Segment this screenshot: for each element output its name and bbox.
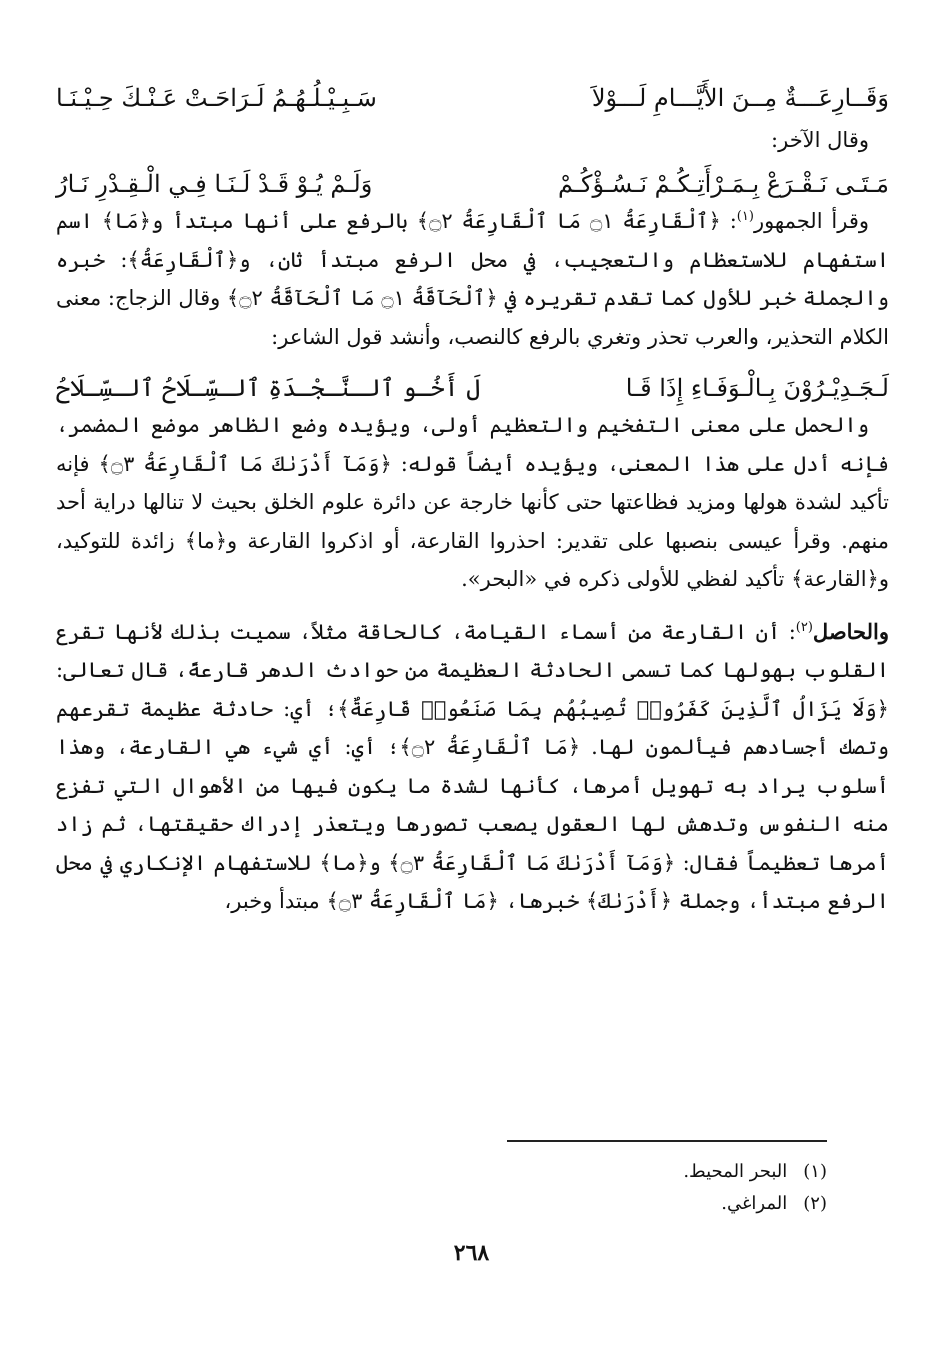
paragraph-interpretation: والحمل على معنى التفخيم والتعظيم أولى، ويؤيده وضع الظاهر موضع المضمر، فإنه أدل على هذا المعنى، ويؤيده أيضاً قوله: ﴿وَمَآ أَدْرَىٰكَ مَا ٱلْقَارِعَةُ ۝٣﴾ فإنه تأكيد لشدة هولها ومزيد فظاعتها حتى كأنها خارجة عن دائرة علوم الخلق بحيث لا تنالها دراية أحد منهم. وقرأ عيسى بنصبها على تقدير: احذروا القارعة، أو اذكروا القارعة و﴿ما﴾ زائدة للتوكيد، و﴿القارعة﴾ تأكيد لفظي للأولى ذكره في «البحر». [56, 413, 889, 591]
footnote-1 [117, 1156, 827, 1188]
verse-1-first-hemistich: وَقَــارِعَـــةٌ مِــنَ الأَيَّـــامِ لَـــوْلاَ [591, 84, 889, 112]
page-number: ٢٦٨ [453, 1240, 490, 1266]
paragraph-1-lead: وقرأ الجمهور [753, 209, 869, 233]
poem-verse-2 [56, 166, 889, 202]
footnotes-section [117, 1140, 827, 1220]
footnote-ref-2: (٢) [795, 619, 813, 635]
footnote-1-number: (١) [803, 1161, 827, 1182]
paragraph-majority-reading [56, 202, 889, 356]
footnote-divider [507, 1140, 827, 1142]
poem-verse-1 [56, 80, 889, 116]
summary-lead-word: والحاصل [812, 618, 889, 644]
footnote-2-number: (٢) [803, 1193, 827, 1214]
verse-3-second-hemistich: لَ أَخُـو ٱلـنَّـجْـدَةِ ٱلـسِّـلَاحُ ٱلـسِّـلَاحُ [56, 374, 481, 402]
footnote-ref-1: (١) [736, 209, 754, 224]
verse-1-second-hemistich: سَـبِـيْـلُـهُـمُ لَـرَاحَـتْ عَـنْـكَ حِـيْـنَـا [56, 84, 377, 112]
paragraph-1-body: : ﴿ٱلْقَارِعَةُ ۝١ مَا ٱلْقَارِعَةُ ۝٢﴾ بالرفع على أنها مبتدأ و﴿مَا﴾ اسم استفهام للاستعظام والتعجيب، في محل الرفع مبتدأ ثان، و﴿ٱلْقَارِعَةُ﴾: خبره والجملة خبر للأول كما تقدم تقريره في ﴿ٱلْحَآقَّةُ ۝١ مَا ٱلْحَآقَّةُ ۝٢﴾ وقال الزجاج: معنى الكلام التحذير، والعرب تحذر وتغري بالرفع كالنصب، وأنشد قول الشاعر: [56, 209, 889, 349]
verse-2-first-hemistich: مَـتَـى نَـقْـرَعْ بِـمَـرْأَتِـكُـمْ نَـسُـؤْكُـمْ [558, 170, 889, 198]
main-text [56, 80, 889, 921]
verse-2-second-hemistich: وَلَـمْ يُـوْ قَـدْ لَـنَـا فِـي الْـقِـدْرِ نَـارُ [56, 170, 373, 198]
paragraph-summary [56, 613, 889, 921]
intro-other-poet: وقال الآخر: [771, 128, 869, 152]
footnote-1-text: البحر المحيط. [683, 1161, 788, 1182]
footnote-2-text: المراغي. [721, 1193, 788, 1214]
poem-verse-3 [56, 370, 889, 406]
footnote-2 [117, 1188, 827, 1220]
verse-3-first-hemistich: لَـجَـدِيْـرُوْنَ بِـالْـوَفَـاءِ إِذَا قَـا [625, 374, 889, 402]
summary-body: : أن القارعة من أسماء القيامة، كالحاقة مثلاً، سميت بذلك لأنها تقرع القلوب بهولها كما تسمى الحادثة العظيمة من حوادث الدهر قارعةً، قال تعالى: ﴿وَلَا يَزَالُ ٱلَّذِينَ كَفَرُوا۟ تُصِيبُهُم بِمَا صَنَعُوا۟ قَارِعَةٌ﴾؛ أي: حادثة عظيمة تقرعهم وتصك أجسادهم فيألمون لها. ﴿مَا ٱلْقَارِعَةُ ۝٢﴾؛ أي: أي شيء هي القارعة، وهذا أسلوب يراد به تهويل أمرها، كأنها لشدة ما يكون فيها من الأهوال التي تفزع منه النفوس وتدهش لها العقول يصعب تصورها ويتعذر إدراك حقيقتها، ثم زاد أمرها تعظيماً فقال: ﴿وَمَآ أَدْرَىٰكَ مَا ٱلْقَارِعَةُ ۝٣﴾ و﴿ما﴾ للاستفهام الإنكاري في محل الرفع مبتدأ، وجملة ﴿أَدْرَىٰكَ﴾ خبرها، ﴿مَا ٱلْقَارِعَةُ ۝٣﴾ مبتدأ وخبر، [56, 619, 889, 913]
